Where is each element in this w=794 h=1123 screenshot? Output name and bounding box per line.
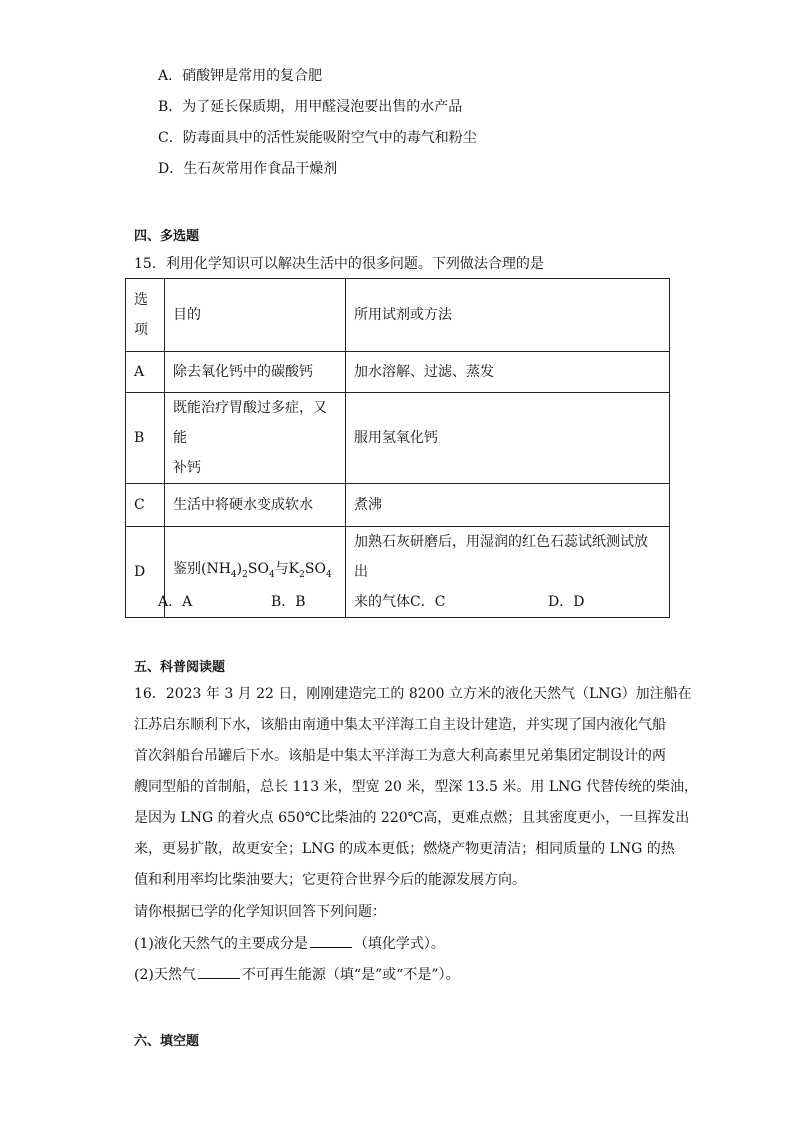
header-option <box>126 279 165 352</box>
header-purpose: 目的 <box>165 279 346 352</box>
q16-sub2-prefix: (2)天然气 <box>134 967 196 983</box>
q16-para-line-2: 江苏启东顺利下水，该船由南通中集太平洋海工自主设计建造，并实现了国内液化气船 <box>134 717 666 733</box>
q14-option-a: A．硝酸钾是常用的复合肥 <box>158 68 323 84</box>
row-c-method: 煮沸 <box>346 484 670 527</box>
row-b-purpose <box>165 393 346 484</box>
q16-para-line-7: 值和利用率均比柴油要大；它更符合世界今后的能源发展方向。 <box>134 872 526 888</box>
row-d-method-line1: 加熟石灰研磨后，用湿润的红色石蕊试纸测试放出 <box>354 534 648 580</box>
q15-table <box>125 278 670 618</box>
table-row <box>126 484 670 527</box>
formula-sub: 4 <box>325 569 332 580</box>
q16-sub1 <box>134 933 445 954</box>
formula-part: ) <box>236 561 243 578</box>
formula-ammonium-sulfate <box>201 561 275 580</box>
table-header-row <box>126 279 670 352</box>
row-b-method: 服用氢氧化钙 <box>346 393 670 484</box>
q14-option-c: C．防毒面具中的活性炭能吸附空气中的毒气和粉尘 <box>158 130 477 146</box>
row-b-purpose-line1: 既能治疗胃酸过多症，又能 <box>173 400 327 446</box>
table-row <box>126 393 670 484</box>
answer-blank-1[interactable] <box>310 933 352 948</box>
row-d-connector: 与 <box>274 561 289 578</box>
row-d-method-line2: 来的气体 <box>354 594 410 610</box>
q16-para-line-3: 首次斜船台吊罐后下水。该船是中集太平洋海工为意大利高素里兄弟集团定制设计的两 <box>134 748 666 764</box>
answer-b: B．B <box>271 594 306 610</box>
q16-para-line-1: 16．2023 年 3 月 22 日，刚刚建造完工的 8200 立方米的液化天然气（LNG）加注船在 <box>134 686 692 702</box>
q16-para-line-6: 来，更易扩散，故更安全；LNG 的成本更低；燃烧产物更清洁；相同质量的 LNG 的热 <box>134 841 675 857</box>
row-d-option: D <box>126 527 165 618</box>
formula-potassium-sulfate <box>288 561 332 580</box>
q16-prompt: 请你根据已学的化学知识回答下列问题： <box>134 904 386 920</box>
row-b-option: B <box>126 393 165 484</box>
q16-sub2 <box>134 964 459 985</box>
section-5-title: 五、科普阅读题 <box>134 660 226 675</box>
formula-sub: 4 <box>230 569 237 580</box>
header-option-line2: 项 <box>134 322 148 338</box>
row-a-method: 加水溶解、过滤、蒸发 <box>346 352 670 393</box>
row-a-purpose: 除去氧化钙中的碳酸钙 <box>165 352 346 393</box>
q16-para-line-4: 艘同型船的首制船，总长 113 米，型宽 20 米，型深 13.5 米。用 LNG 代替传统的柴油， <box>134 779 699 795</box>
row-c-purpose: 生活中将硬水变成软水 <box>165 484 346 527</box>
formula-sub: 2 <box>242 569 248 580</box>
answer-d: D．D <box>548 594 585 610</box>
q16-sub2-suffix: 不可再生能源（填“是”或“不是”）。 <box>241 967 460 983</box>
row-c-option: C <box>126 484 165 527</box>
table-row <box>126 352 670 393</box>
header-option-line1: 选 <box>134 292 148 308</box>
q16-sub1-prefix: (1)液化天然气的主要成分是 <box>134 936 308 952</box>
formula-part: (NH <box>201 561 231 578</box>
q16-sub1-suffix: （填化学式）。 <box>353 936 445 952</box>
section-6-title: 六、填空题 <box>134 1034 200 1049</box>
section-4-title: 四、多选题 <box>134 229 200 244</box>
formula-sub: 2 <box>299 569 305 580</box>
q15-answers <box>158 591 638 611</box>
answer-a: A．A <box>158 594 193 610</box>
q14-option-b: B．为了延长保质期，用甲醛浸泡要出售的水产品 <box>158 99 463 115</box>
formula-sub: 4 <box>268 569 275 580</box>
q15-stem: 15．利用化学知识可以解决生活中的很多问题。下列做法合理的是 <box>134 256 544 272</box>
formula-part: SO <box>247 561 269 578</box>
header-method: 所用试剂或方法 <box>346 279 670 352</box>
formula-part: K <box>288 561 300 578</box>
answer-c: C．C <box>410 594 446 610</box>
row-d-purpose-prefix: 鉴别 <box>173 561 201 578</box>
row-a-option: A <box>126 352 165 393</box>
q16-para-line-5: 是因为 LNG 的着火点 650℃比柴油的 220℃高，更难点燃；且其密度更小，一旦挥发出 <box>134 810 690 826</box>
row-b-purpose-line2: 补钙 <box>173 460 201 476</box>
q14-option-d: D．生石灰常用作食品干燥剂 <box>158 161 338 177</box>
answer-blank-2[interactable] <box>198 964 240 979</box>
formula-part: SO <box>304 561 326 578</box>
